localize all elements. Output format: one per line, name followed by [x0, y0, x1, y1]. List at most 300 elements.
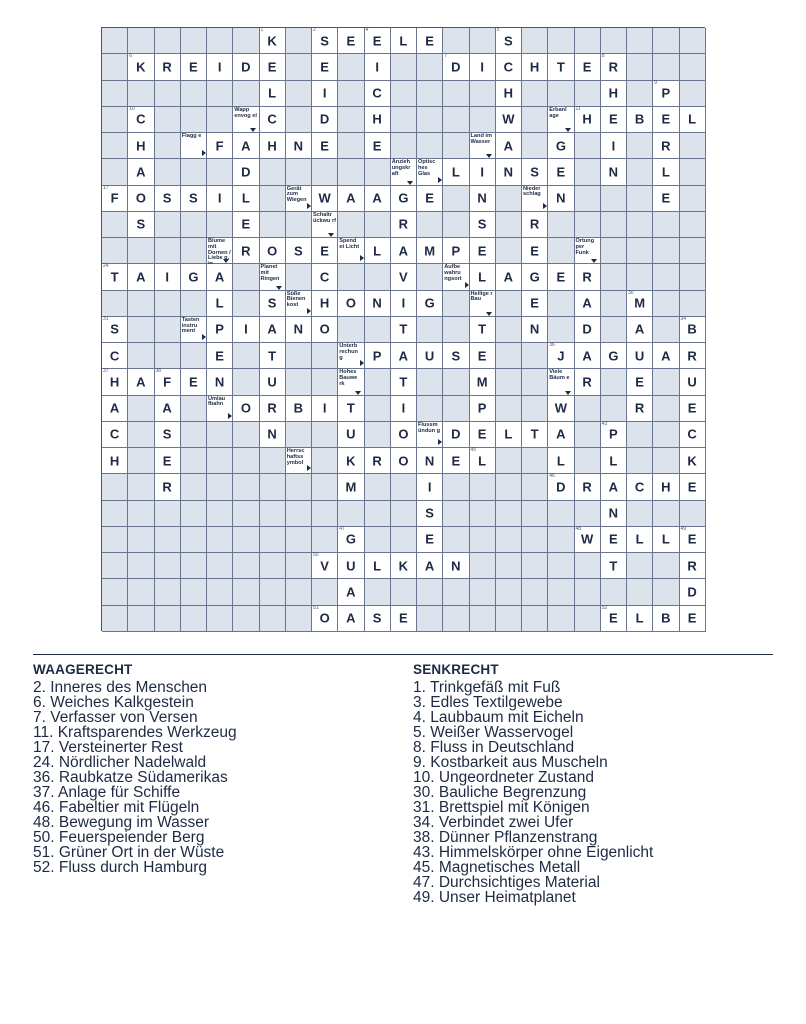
- empty-cell: [496, 527, 522, 553]
- letter-cell: [496, 54, 522, 80]
- cell-letter: L: [241, 190, 250, 206]
- empty-cell: [365, 579, 391, 605]
- letter-cell: [443, 422, 469, 448]
- letter-cell: [391, 606, 417, 632]
- clue-item: 36. Raubkatze Südamerikas: [33, 769, 228, 786]
- empty-cell: [680, 54, 706, 80]
- letter-cell: [601, 527, 627, 553]
- cell-letter: R: [634, 400, 645, 416]
- cell-letter: E: [530, 295, 539, 311]
- empty-cell: [233, 553, 259, 579]
- empty-cell: [653, 54, 679, 80]
- empty-cell: [155, 501, 181, 527]
- letter-cell: [312, 291, 338, 317]
- clue-item: 38. Dünner Pflanzenstrang: [413, 829, 598, 846]
- empty-cell: [575, 28, 601, 54]
- clue-item: 7. Verfasser von Versen: [33, 709, 198, 726]
- cell-letter: O: [135, 190, 146, 206]
- letter-cell: [233, 317, 259, 343]
- empty-cell: [522, 81, 548, 107]
- empty-cell: [653, 396, 679, 422]
- cell-letter: G: [345, 531, 356, 547]
- empty-cell: [470, 474, 496, 500]
- empty-cell: [417, 107, 443, 133]
- letter-cell: [233, 396, 259, 422]
- empty-cell: [181, 159, 207, 185]
- cell-letter: T: [556, 59, 565, 75]
- letter-cell: [128, 264, 154, 290]
- clue-item: 51. Grüner Ort in der Wüste: [33, 844, 225, 861]
- clue-text: Flagg e: [181, 133, 202, 139]
- empty-cell: [260, 527, 286, 553]
- cell-letter: S: [136, 216, 146, 232]
- cell-letter: L: [661, 164, 670, 180]
- empty-cell: [312, 422, 338, 448]
- empty-cell: [155, 133, 181, 159]
- cell-letter: A: [136, 164, 146, 180]
- empty-cell: [260, 553, 286, 579]
- empty-cell: [260, 448, 286, 474]
- arrow-right-icon: [307, 308, 311, 314]
- empty-cell: [365, 527, 391, 553]
- letter-cell: [338, 527, 364, 553]
- cell-letter: H: [319, 295, 330, 311]
- cell-letter: E: [609, 610, 618, 626]
- letter-cell: [233, 159, 259, 185]
- letter-cell: [627, 369, 653, 395]
- letter-cell: [391, 369, 417, 395]
- empty-cell: [627, 159, 653, 185]
- cell-number: 7: [444, 53, 448, 60]
- arrow-right-icon: [438, 439, 442, 445]
- empty-cell: [128, 553, 154, 579]
- letter-cell: [601, 107, 627, 133]
- letter-cell: [417, 448, 443, 474]
- empty-cell: [653, 501, 679, 527]
- cell-letter: E: [661, 111, 671, 127]
- letter-cell: [627, 527, 653, 553]
- letter-cell: [627, 317, 653, 343]
- empty-cell: [233, 81, 259, 107]
- empty-cell: [286, 343, 312, 369]
- letter-cell: [365, 553, 391, 579]
- letter-cell: [338, 606, 364, 632]
- cell-letter: L: [556, 453, 565, 469]
- letter-cell: [417, 28, 443, 54]
- empty-cell: [128, 422, 154, 448]
- clue-cell: [443, 264, 469, 290]
- letter-cell: [391, 291, 417, 317]
- empty-cell: [443, 527, 469, 553]
- cell-letter: F: [215, 138, 224, 154]
- empty-cell: [653, 28, 679, 54]
- cell-letter: T: [530, 426, 539, 442]
- cell-letter: H: [529, 59, 540, 75]
- letter-cell: [260, 369, 286, 395]
- letter-cell: [601, 54, 627, 80]
- cell-letter: N: [214, 374, 225, 390]
- empty-cell: [548, 212, 574, 238]
- letter-cell: [443, 238, 469, 264]
- cell-number: 30: [628, 289, 634, 296]
- empty-cell: [286, 212, 312, 238]
- empty-cell: [102, 54, 128, 80]
- empty-cell: [365, 317, 391, 343]
- empty-cell: [155, 606, 181, 632]
- letter-cell: [548, 264, 574, 290]
- cell-letter: C: [372, 85, 382, 101]
- empty-cell: [312, 579, 338, 605]
- empty-cell: [627, 579, 653, 605]
- empty-cell: [575, 422, 601, 448]
- clue-cell: [470, 291, 496, 317]
- cell-letter: C: [634, 479, 645, 495]
- letter-cell: [653, 81, 679, 107]
- letter-cell: [260, 54, 286, 80]
- letter-cell: [338, 448, 364, 474]
- empty-cell: [548, 553, 574, 579]
- empty-cell: [128, 291, 154, 317]
- empty-cell: [391, 501, 417, 527]
- across-heading: WAAGERECHT: [33, 662, 133, 677]
- letter-cell: [496, 159, 522, 185]
- cell-letter: D: [687, 584, 697, 600]
- empty-cell: [286, 264, 312, 290]
- empty-cell: [627, 54, 653, 80]
- cell-letter: H: [503, 85, 514, 101]
- empty-cell: [443, 579, 469, 605]
- letter-cell: [365, 291, 391, 317]
- empty-cell: [522, 107, 548, 133]
- empty-cell: [181, 343, 207, 369]
- letter-cell: [155, 186, 181, 212]
- empty-cell: [155, 107, 181, 133]
- empty-cell: [181, 238, 207, 264]
- letter-cell: [181, 54, 207, 80]
- empty-cell: [207, 422, 233, 448]
- letter-cell: [260, 133, 286, 159]
- clue-item: 11. Kraftsparendes Werkzeug: [33, 724, 237, 741]
- cell-letter: K: [346, 453, 356, 469]
- empty-cell: [128, 396, 154, 422]
- cell-letter: T: [268, 348, 277, 364]
- cell-letter: R: [267, 400, 277, 416]
- clue-item: 8. Fluss in Deutschland: [413, 739, 575, 756]
- empty-cell: [181, 396, 207, 422]
- empty-cell: [155, 527, 181, 553]
- cell-letter: E: [556, 164, 566, 180]
- letter-cell: [575, 343, 601, 369]
- cell-letter: O: [398, 426, 409, 442]
- cell-letter: P: [609, 426, 618, 442]
- letter-cell: [496, 264, 522, 290]
- empty-cell: [286, 474, 312, 500]
- cell-letter: A: [661, 348, 671, 364]
- empty-cell: [286, 159, 312, 185]
- empty-cell: [312, 448, 338, 474]
- empty-cell: [338, 159, 364, 185]
- cell-letter: T: [399, 374, 408, 390]
- empty-cell: [102, 107, 128, 133]
- letter-cell: [680, 527, 706, 553]
- clue-item: 30. Bauliche Begrenzung: [413, 784, 587, 801]
- letter-cell: [207, 264, 233, 290]
- empty-cell: [575, 501, 601, 527]
- letter-cell: [443, 54, 469, 80]
- empty-cell: [548, 238, 574, 264]
- cell-letter: L: [399, 33, 408, 49]
- empty-cell: [522, 369, 548, 395]
- empty-cell: [548, 527, 574, 553]
- cell-letter: E: [346, 33, 356, 49]
- cell-letter: E: [399, 610, 408, 626]
- letter-cell: [233, 186, 259, 212]
- letter-cell: [653, 527, 679, 553]
- empty-cell: [680, 264, 706, 290]
- clue-item: 34. Verbindet zwei Ufer: [413, 814, 574, 831]
- clue-item: 1. Trinkgefäß mit Fuß: [413, 679, 561, 696]
- empty-cell: [522, 474, 548, 500]
- empty-cell: [181, 291, 207, 317]
- letter-cell: [653, 606, 679, 632]
- letter-cell: [391, 186, 417, 212]
- cell-letter: E: [582, 59, 592, 75]
- cell-letter: L: [451, 164, 460, 180]
- letter-cell: [338, 291, 364, 317]
- cell-letter: S: [294, 243, 303, 259]
- letter-cell: [312, 553, 338, 579]
- empty-cell: [627, 501, 653, 527]
- cell-letter: M: [345, 479, 357, 495]
- letter-cell: [260, 396, 286, 422]
- empty-cell: [391, 579, 417, 605]
- cell-number: 10: [129, 105, 135, 112]
- empty-cell: [680, 159, 706, 185]
- empty-cell: [653, 291, 679, 317]
- clue-text: Erbanl age: [549, 106, 567, 119]
- cell-letter: D: [241, 59, 251, 75]
- clue-text: Anzieh ungskr aft: [391, 159, 411, 177]
- cell-letter: E: [267, 59, 277, 75]
- clue-text: Flussm ündun g: [418, 421, 441, 434]
- empty-cell: [680, 133, 706, 159]
- letter-cell: [365, 238, 391, 264]
- empty-cell: [417, 369, 443, 395]
- letter-cell: [181, 369, 207, 395]
- clue-item: 48. Bewegung im Wasser: [33, 814, 210, 831]
- cell-letter: T: [399, 321, 408, 337]
- empty-cell: [680, 212, 706, 238]
- letter-cell: [417, 186, 443, 212]
- empty-cell: [207, 501, 233, 527]
- empty-cell: [181, 501, 207, 527]
- clue-item: 52. Fluss durch Hamburg: [33, 859, 208, 876]
- letter-cell: [128, 107, 154, 133]
- clue-text: Ortung per Funk: [575, 238, 595, 256]
- letter-cell: [286, 396, 312, 422]
- clue-text: Spend et Licht: [339, 238, 360, 250]
- empty-cell: [522, 133, 548, 159]
- empty-cell: [443, 81, 469, 107]
- letter-cell: [365, 343, 391, 369]
- letter-cell: [575, 291, 601, 317]
- cell-letter: M: [634, 295, 646, 311]
- empty-cell: [102, 133, 128, 159]
- letter-cell: [680, 369, 706, 395]
- cell-letter: P: [661, 85, 671, 101]
- letter-cell: [417, 527, 443, 553]
- cell-number: 52: [601, 604, 608, 611]
- empty-cell: [443, 317, 469, 343]
- empty-cell: [653, 448, 679, 474]
- cell-letter: W: [580, 531, 594, 547]
- letter-cell: [128, 212, 154, 238]
- clue-cell: [181, 317, 207, 343]
- empty-cell: [470, 107, 496, 133]
- empty-cell: [417, 606, 443, 632]
- empty-cell: [338, 501, 364, 527]
- empty-cell: [338, 54, 364, 80]
- empty-cell: [260, 474, 286, 500]
- empty-cell: [207, 107, 233, 133]
- down-list: [413, 680, 653, 905]
- clue-text: Planet mit Ringen: [260, 264, 280, 282]
- clue-item: 45. Magnetisches Metall: [413, 859, 581, 876]
- letter-cell: [575, 474, 601, 500]
- empty-cell: [627, 422, 653, 448]
- empty-cell: [181, 81, 207, 107]
- cell-letter: L: [268, 85, 277, 101]
- cell-letter: R: [582, 479, 592, 495]
- cell-letter: S: [530, 164, 539, 180]
- cell-letter: E: [215, 348, 224, 364]
- arrow-right-icon: [307, 465, 311, 471]
- cell-letter: D: [451, 426, 461, 442]
- letter-cell: [260, 317, 286, 343]
- letter-cell: [548, 54, 574, 80]
- empty-cell: [207, 527, 233, 553]
- letter-cell: [653, 474, 679, 500]
- empty-cell: [470, 501, 496, 527]
- letter-cell: [680, 553, 706, 579]
- empty-cell: [627, 212, 653, 238]
- letter-cell: [338, 579, 364, 605]
- empty-cell: [260, 159, 286, 185]
- cell-letter: L: [688, 111, 697, 127]
- empty-cell: [443, 606, 469, 632]
- cell-letter: A: [608, 479, 619, 495]
- cell-letter: A: [556, 426, 566, 442]
- empty-cell: [627, 133, 653, 159]
- letter-cell: [680, 579, 706, 605]
- arrow-right-icon: [360, 360, 364, 366]
- cell-letter: G: [529, 269, 540, 285]
- empty-cell: [338, 264, 364, 290]
- letter-cell: [548, 422, 574, 448]
- clue-item: 2. Inneres des Menschen: [33, 679, 208, 696]
- clue-cell: [470, 133, 496, 159]
- cell-letter: N: [451, 558, 461, 574]
- letter-cell: [391, 396, 417, 422]
- cell-letter: N: [477, 190, 487, 206]
- cell-letter: L: [635, 531, 644, 547]
- empty-cell: [128, 238, 154, 264]
- cell-letter: E: [477, 426, 487, 442]
- cell-letter: H: [136, 138, 146, 154]
- empty-cell: [417, 133, 443, 159]
- letter-cell: [470, 422, 496, 448]
- empty-cell: [286, 606, 312, 632]
- cell-letter: E: [687, 479, 697, 495]
- cell-letter: H: [582, 111, 592, 127]
- empty-cell: [601, 212, 627, 238]
- empty-cell: [102, 501, 128, 527]
- empty-cell: [548, 291, 574, 317]
- letter-cell: [627, 343, 653, 369]
- clue-cell: [417, 159, 443, 185]
- clue-cell: [417, 422, 443, 448]
- letter-cell: [391, 238, 417, 264]
- letter-cell: [260, 238, 286, 264]
- empty-cell: [601, 28, 627, 54]
- letter-cell: [155, 396, 181, 422]
- letter-cell: [601, 133, 627, 159]
- cell-letter: O: [398, 453, 409, 469]
- cell-letter: E: [609, 531, 618, 547]
- cell-number: 36: [549, 342, 555, 348]
- letter-cell: [338, 28, 364, 54]
- letter-cell: [233, 238, 259, 264]
- empty-cell: [470, 606, 496, 632]
- clue-item: 50. Feuerspeiender Berg: [33, 829, 205, 846]
- letter-cell: [391, 448, 417, 474]
- letter-cell: [548, 448, 574, 474]
- cell-letter: C: [267, 111, 277, 127]
- cell-number: 11: [575, 105, 581, 112]
- empty-cell: [181, 474, 207, 500]
- empty-cell: [102, 81, 128, 107]
- cell-letter: P: [215, 321, 224, 337]
- empty-cell: [128, 343, 154, 369]
- empty-cell: [207, 28, 233, 54]
- empty-cell: [155, 579, 181, 605]
- letter-cell: [128, 186, 154, 212]
- cell-letter: L: [373, 243, 382, 259]
- empty-cell: [548, 606, 574, 632]
- empty-cell: [181, 448, 207, 474]
- letter-cell: [207, 317, 233, 343]
- cell-number: 5: [496, 27, 500, 33]
- clue-cell: [286, 186, 312, 212]
- empty-cell: [365, 474, 391, 500]
- empty-cell: [233, 422, 259, 448]
- letter-cell: [522, 264, 548, 290]
- cell-letter: N: [293, 321, 304, 337]
- empty-cell: [522, 606, 548, 632]
- cell-letter: A: [346, 190, 356, 206]
- empty-cell: [286, 107, 312, 133]
- letter-cell: [312, 28, 338, 54]
- letter-cell: [522, 212, 548, 238]
- cell-letter: U: [687, 374, 697, 390]
- letter-cell: [233, 212, 259, 238]
- empty-cell: [548, 501, 574, 527]
- cell-letter: R: [687, 348, 697, 364]
- cell-number: 4: [365, 27, 369, 33]
- cell-letter: E: [635, 374, 644, 390]
- letter-cell: [522, 159, 548, 185]
- cell-letter: E: [530, 243, 539, 259]
